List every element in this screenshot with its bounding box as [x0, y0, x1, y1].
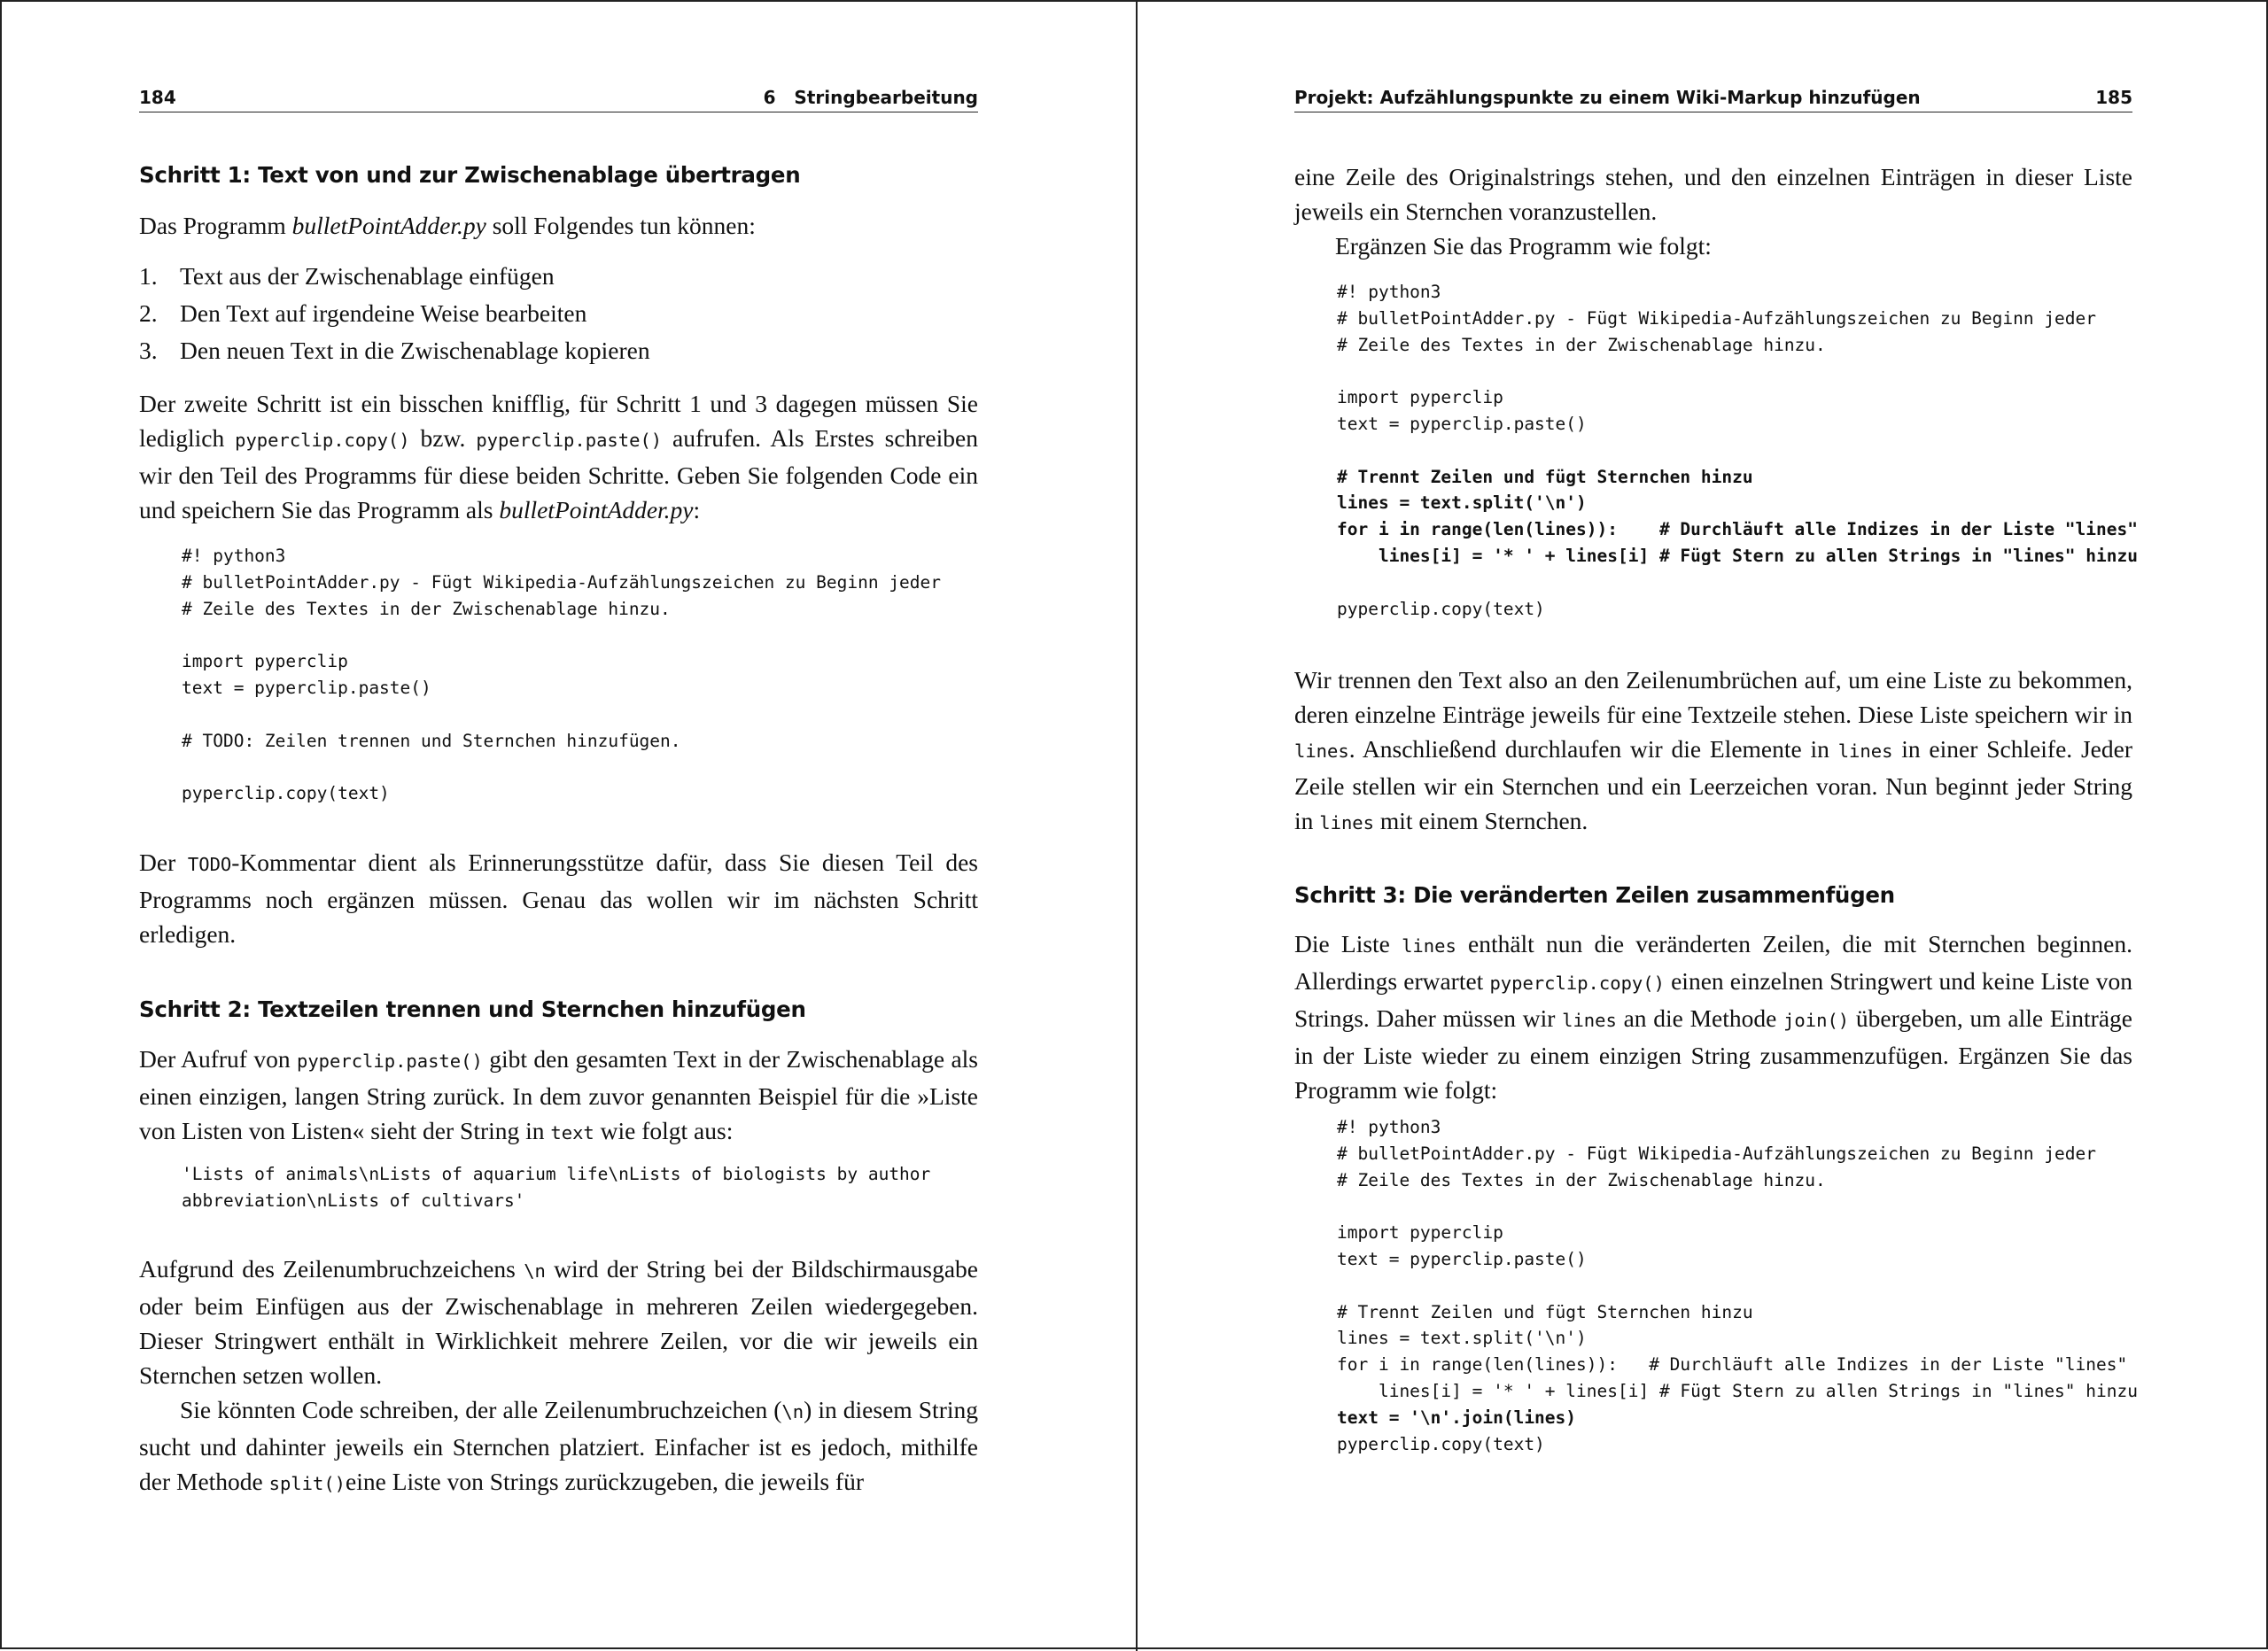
- paragraph: Sie könnten Code schreiben, der alle Zeilenumbruchzeichen (\n) in diesem String sucht und dahinter jeweils ein Sternchen platziert. Einfacher ist es jedoch, mithilfe der Methode split()eine Liste von Strings zurückzugeben, die jeweils für: [139, 1396, 978, 1495]
- running-head-left: [139, 85, 978, 112]
- code-highlight: # Trennt Zeilen und fügt Sternchen hinzu lines = text.split('\n') for i in range(len(lines)): # Durchläuft alle Indizes in der Liste "lines" lines[i] = '* ' + lines[i] # Fügt Stern zu allen Strings in "lines" hinzu: [1337, 466, 2138, 566]
- paragraph: Aufgrund des Zeilenumbruchzeichens \n wird der String bei der Bildschirmausgabe oder beim Einfügen aus der Zwischenablage in mehreren Zeilen wiedergegeben. Dieser Stringwert enthält in Wirklichkeit mehrere Zeilen, vor die wir jeweils ein Sternchen setzen wollen.: [139, 1255, 978, 1389]
- code-block: #! python3 # bulletPointAdder.py - Fügt Wikipedia-Aufzählungszeichen zu Beginn jeder # Zeile des Textes in der Zwischenablage hinzu. import pyperclip text = pyperclip.paste() # Trennt Zeilen und fügt Sternchen hinzu lines = text.split('\n') for i in range(len(lines)): # Durchläuft alle Indizes in der Liste "lines" lines[i] = '* ' + lines[i] # Fügt Stern zu allen Strings in "lines" hinzu pyperclip.copy(text): [1337, 282, 2138, 619]
- section-heading-step3: Schritt 3: Die veränderten Zeilen zusammenfügen: [1294, 882, 1895, 908]
- paragraph: Der Aufruf von pyperclip.paste() gibt den gesamten Text in der Zwischenablage als einen einzigen, langen String zurück. In dem zuvor genannten Beispiel für die »Liste von Listen von Listen« sieht der String in text wie folgt aus:: [139, 1045, 978, 1144]
- page-number: 185: [2095, 87, 2132, 108]
- section-heading-step2: Schritt 2: Textzeilen trennen und Sternchen hinzufügen: [139, 996, 806, 1022]
- section-title: Projekt: Aufzählungspunkte zu einem Wiki-Markup hinzufügen: [1294, 87, 1921, 108]
- paragraph: Der zweite Schritt ist ein bisschen knifflig, für Schritt 1 und 3 dagegen müssen Sie lediglich pyperclip.copy() bzw. pyperclip.paste() aufrufen. Als Erstes schreiben wir den Teil des Programms für diese beiden Schritte. Geben Sie folgenden Code ein und speichern Sie das Programm als bulletPointAdder.py:: [139, 390, 978, 523]
- list-item: 3. Den neuen Text in die Zwischenablage kopieren: [139, 337, 650, 364]
- paragraph: Wir trennen den Text also an den Zeilenumbrüchen auf, um eine Liste zu bekommen, deren einzelne Einträge jeweils für eine Textzeile stehen. Diese Liste speichern wir in lines. Anschließend durchlaufen wir die Elemente in lines in einer Schleife. Jeder Zeile stellen wir ein Sternchen und ein Leerzeichen voran. Nun beginnt jeder String in lines mit einem Sternchen.: [1294, 666, 2132, 834]
- page-number: 184: [139, 87, 176, 108]
- chapter-title: 6 Stringbearbeitung: [763, 87, 978, 108]
- code-block: #! python3 # bulletPointAdder.py - Fügt Wikipedia-Aufzählungszeichen zu Beginn jeder # Zeile des Textes in der Zwischenablage hinzu. import pyperclip text = pyperclip.paste() # Trennt Zeilen und fügt Sternchen hinzu lines = text.split('\n') for i in range(len(lines)): # Durchläuft alle Indizes in der Liste "lines" lines[i] = '* ' + lines[i] # Fügt Stern zu allen Strings in "lines" hinzu text = '\n'.join(lines) pyperclip.copy(text): [1337, 1117, 2138, 1454]
- paragraph: Ergänzen Sie das Programm wie folgt:: [1335, 232, 1712, 260]
- section-heading-step1: Schritt 1: Text von und zur Zwischenablage übertragen: [139, 162, 801, 188]
- steps-list: [139, 259, 978, 370]
- right-page: [1294, 2, 2138, 1651]
- paragraph: Der TODO-Kommentar dient als Erinnerungsstütze dafür, dass Sie diesen Teil des Programms noch ergänzen müssen. Genau das wollen wir im nächsten Schritt erledigen.: [139, 849, 978, 948]
- list-item: 1. Text aus der Zwischenablage einfügen: [139, 262, 555, 290]
- paragraph: Die Liste lines enthält nun die veränderten Zeilen, die mit Sternchen beginnen. Allerdings erwartet pyperclip.copy() einen einzelnen Stringwert und keine Liste von Strings. Daher müssen wir lines an die Methode join() übergeben, um alle Einträge in der Liste wieder zu einem einzigen String zusammenzufügen. Ergänzen Sie das Programm wie folgt:: [1294, 930, 2133, 1104]
- code-block: #! python3 # bulletPointAdder.py - Fügt Wikipedia-Aufzählungszeichen zu Beginn jeder # Zeile des Textes in der Zwischenablage hinzu. import pyperclip text = pyperclip.paste() # TODO: Zeilen trennen und Sternchen hinzufügen. pyperclip.copy(text): [182, 546, 942, 804]
- intro-paragraph: Das Programm bulletPointAdder.py soll Folgendes tun können:: [139, 212, 756, 239]
- running-head-right: [1294, 85, 2132, 112]
- page-gutter: [1136, 2, 1138, 1651]
- code-block: 'Lists of animals\nLists of aquarium life\nLists of biologists by author abbreviation\nLists of cultivars': [182, 1164, 931, 1211]
- paragraph: eine Zeile des Originalstrings stehen, und den einzelnen Einträgen in dieser Liste jeweils ein Sternchen voranzustellen.: [1294, 163, 2132, 225]
- left-page: [139, 2, 978, 1651]
- list-item: 2. Den Text auf irgendeine Weise bearbeiten: [139, 299, 587, 327]
- code-highlight: text = '\n'.join(lines): [1337, 1407, 1577, 1428]
